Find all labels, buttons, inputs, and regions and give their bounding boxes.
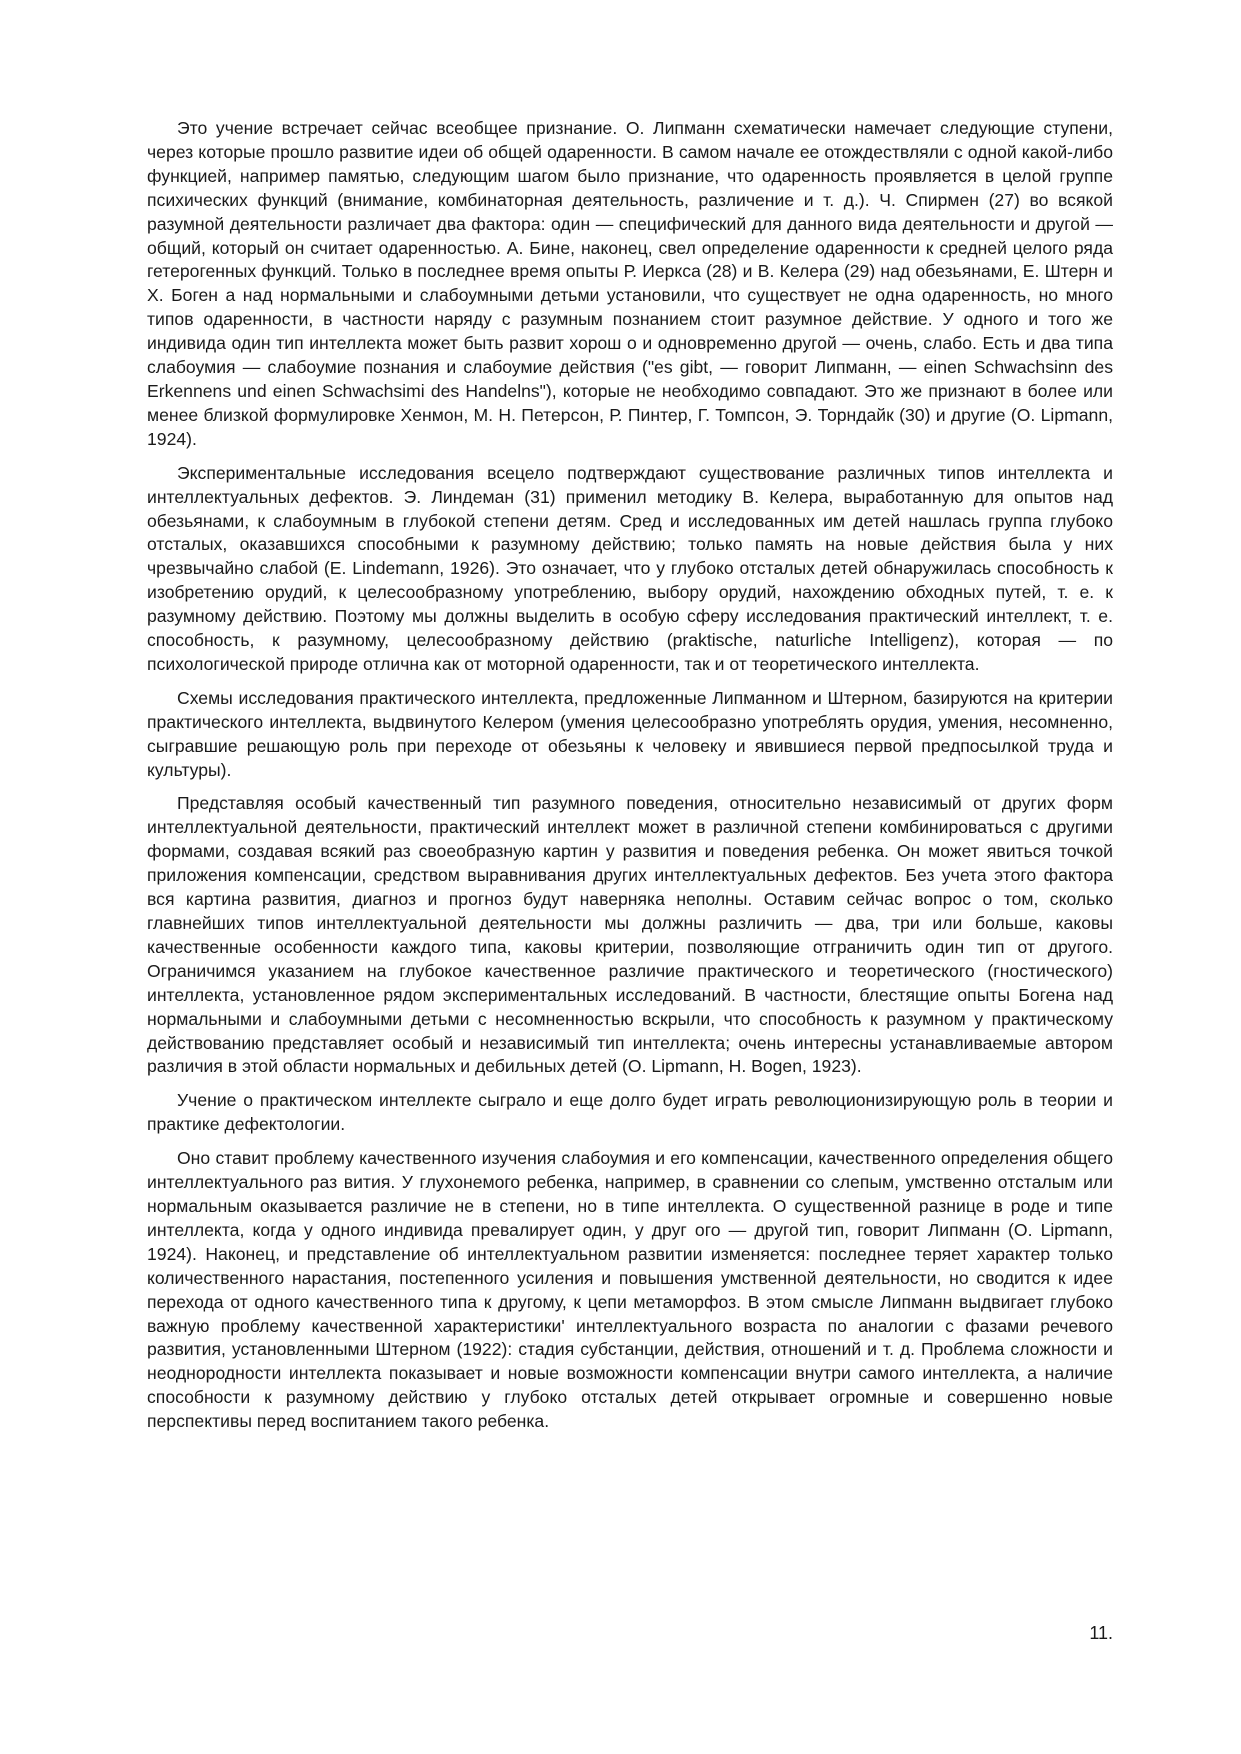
- page-number: 11.: [1089, 1623, 1113, 1643]
- paragraph-2: Экспериментальные исследования всецело подтверждают существование различных типов интеллекта и интеллектуальных дефектов. Э. Линдеман (31) применил методику В. Келера, выработанную для опытов над обезьянами, к слабоумным в глубокой степени детям. Сред и исследованных им детей нашлась группа глубоко отсталых, оказавшихся способными к разумному действию; только память на новые действия была у них чрезвычайно слабой (E. Lindemann, 1926). Это означает, что у глубоко отсталых детей обнаружилась способность к изобретению орудий, к целесообразному употреблению, выбору орудий, нахождению обходных путей, т. е. к разумному действию. Поэтому мы должны выделить в особую сферу исследования практический интеллект, т. е. способность, к разумному, целесообразному действию (praktische, naturliche Intelligenz), которая — по психологической природе отлична как от моторной одаренности, так и от теоретического интеллекта.: [147, 462, 1113, 674]
- paragraph-1: Это учение встречает сейчас всеобщее признание. О. Липманн схематически намечает следующие ступени, через которые прошло развитие идеи об общей одаренности. В самом начале ее отождествляли с одной какой-либо функцией, например памятью, следующим шагом было признание, что одаренность проявляется в целой группе психических функций (внимание, комбинаторная деятельность, различение и т. д.). Ч. Спирмен (27) во всякой разумной деятельности различает два фактора: один — специфический для данного вида деятельности и другой — общий, который он считает одаренностью. А. Бине, наконец, свел определение одаренности к средней целого ряда гетерогенных функций. Только в последнее время опыты Р. Иеркса (28) и В. Келера (29) над обезьянами, Е. Штерн и Х. Боген а над нормальными и слабоумными детьми установили, что существует не одна одаренность, но много типов одаренности, в частности наряду с разумным познанием стоит разумное действие. У одного и того же индивида один тип интеллекта может быть развит хорош о и одновременно другой — очень, слабо. Есть и два типа слабоумия — слабоумие познания и слабоумие действия ("es gibt, — говорит Липманн, — einen Schwachsinn des Erkennens und einen Schwachsimi des Handelns"), которые не необходимо совпадают. Это же признают в более или менее близкой формулировке Хенмон, М. Н. Петерсон, Р. Пинтер, Г. Томпсон, Э. Торндайк (30) и другие (O. Lipmann, 1924).: [147, 118, 1113, 449]
- paragraph-3: Схемы исследования практического интеллекта, предложенные Липманном и Штерном, базируются на критерии практического интеллекта, выдвинутого Келером (умения целесообразно употреблять орудия, умения, несомненно, сыгравшие решающую роль при переходе от обезьяны к человеку и явившиеся первой предпосылкой труда и культуры).: [147, 687, 1113, 780]
- page-body: [147, 117, 1113, 1444]
- paragraph-4: Представляя особый качественный тип разумного поведения, относительно независимый от других форм интеллектуальной деятельности, практический интеллект может в различной степени комбинироваться с другими формами, создавая всякий раз своеобразную картин у развития и поведения ребенка. Он может явиться точкой приложения компенсации, средством выравнивания других интеллектуальных дефектов. Без учета этого фактора вся картина развития, диагноз и прогноз будут наверняка неполны. Оставим сейчас вопрос о том, сколько главнейших типов интеллектуальной деятельности мы должны различить — два, три или больше, каковы качественные особенности каждого типа, каковы критерии, позволяющие отграничить один тип от другого. Ограничимся указанием на глубокое качественное различие практического и теоретического (гностического) интеллекта, установленное рядом экспериментальных исследований. В частности, блестящие опыты Богена над нормальными и слабоумными детьми с несомненностью вскрыли, что способность к разумном у практическому действованию представляет особый и независимый тип интеллекта; очень интересны устанавливаемые автором различия в этой области нормальных и дебильных детей (O. Lipmann, H. Bogen, 1923).: [147, 793, 1113, 1077]
- paragraph-6: Оно ставит проблему качественного изучения слабоумия и его компенсации, качественного определения общего интеллектуального раз вития. У глухонемого ребенка, например, в сравнении со слепым, умственно отсталым или нормальным оказывается различие не в степени, но в типе интеллекта. О существенной разнице в роде и типе интеллекта, когда у одного индивида превалирует один, у друг ого — другой тип, говорит Липманн (O. Lipmann, 1924). Наконец, и представление об интеллектуальном развитии изменяется: последнее теряет характер только количественного нарастания, постепенного усиления и повышения умственной деятельности, но сводится к идее перехода от одного качественного типа к другому, к цепи метаморфоз. В этом смысле Липманн выдвигает глубоко важную проблему качественной характеристики' интеллектуального возраста по аналогии с фазами речевого развития, установленными Штерном (1922): стадия субстанции, действия, отношений и т. д. Проблема сложности и неоднородности интеллекта показывает и новые возможности компенсации внутри самого интеллекта, а наличие способности к разумному действию у глубоко отсталых детей открывает огромные и совершенно новые перспективы перед воспитанием такого ребенка.: [147, 1148, 1113, 1432]
- paragraph-5: Учение о практическом интеллекте сыграло и еще долго будет играть революционизирующую роль в теории и практике дефектологии.: [147, 1090, 1113, 1135]
